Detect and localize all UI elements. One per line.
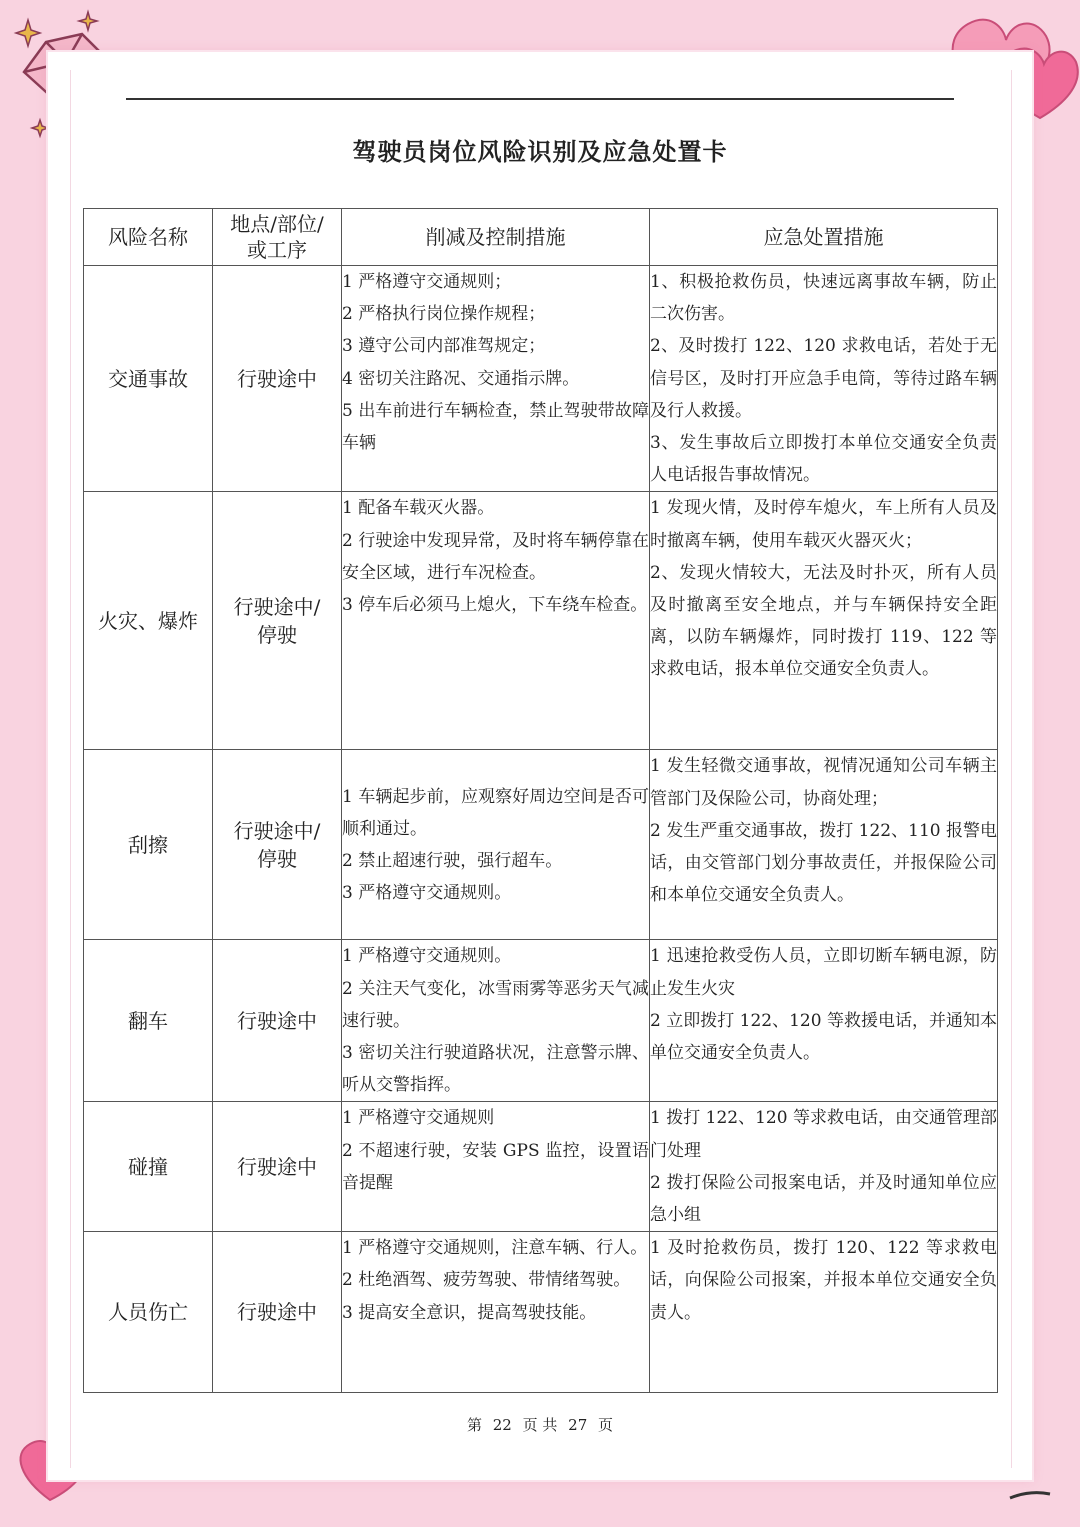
page-number-prefix: 第 <box>466 1416 482 1434</box>
emergency-measures <box>650 1102 998 1232</box>
table-row <box>84 1102 998 1232</box>
control-measures <box>342 492 650 750</box>
table-row <box>84 750 998 940</box>
control-item: 2 禁止超速行驶，强行超车。 <box>342 850 563 871</box>
control-item: 3 提高安全意识，提高驾驶技能。 <box>342 1302 597 1323</box>
control-item: 3 严格遵守交通规则。 <box>342 883 512 904</box>
risk-name: 人员伤亡 <box>84 1232 213 1393</box>
emergency-item: 1 及时抢救伤员，拨打 120、122 等求救电话，向保险公司报案，并报本单位交通安全负责人。 <box>650 1238 997 1323</box>
emergency-item: 1 迅速抢救受伤人员，立即切断车辆电源，防止发生火灾 <box>650 946 997 999</box>
control-item: 3 遵守公司内部准驾规定； <box>342 336 546 357</box>
risk-location-label: 行驶途中/停驶 <box>233 594 321 647</box>
page-number-current: 22 <box>492 1416 512 1434</box>
emergency-measures <box>650 750 998 940</box>
control-item: 2 不超速行驶，安装 GPS 监控，设置语音提醒 <box>342 1140 649 1193</box>
control-item: 1 严格遵守交通规则。 <box>342 946 512 967</box>
emergency-measures <box>650 492 998 750</box>
page-number-suffix: 页 <box>598 1416 614 1434</box>
risk-name: 交通事故 <box>84 266 213 492</box>
header-risk-name: 风险名称 <box>84 209 213 266</box>
page-number-middle: 页 共 <box>522 1416 558 1434</box>
control-measures <box>342 1232 650 1393</box>
table-row <box>84 940 998 1102</box>
header-rule <box>126 98 954 100</box>
header-control-measures: 削减及控制措施 <box>342 209 650 266</box>
risk-location: 行驶途中 <box>213 940 342 1102</box>
emergency-item: 3、发生事故后立即拨打本单位交通安全负责人电话报告事故情况。 <box>650 433 997 486</box>
risk-name: 火灾、爆炸 <box>84 492 213 750</box>
control-item: 1 配备车载灭火器。 <box>342 498 495 519</box>
emergency-item: 2、发现火情较大，无法及时扑灭，所有人员及时撤离至安全地点，并与车辆保持安全距离，以防车辆爆炸，同时拨打 119、122 等求救电话，报本单位交通安全负责人。 <box>650 562 997 680</box>
emergency-item: 2 发生严重交通事故，拨打 122、110 报警电话，由交管部门划分事故责任，并报保险公司和本单位交通安全负责人。 <box>650 820 997 906</box>
emergency-item: 1 发现火情，及时停车熄火，车上所有人员及时撤离车辆，使用车载灭火器灭火； <box>650 498 997 551</box>
emergency-item: 1 拨打 122、120 等求救电话，由交通管理部门处理 <box>650 1108 997 1161</box>
table-row <box>84 266 998 492</box>
control-item: 1 严格遵守交通规则 <box>342 1108 495 1129</box>
control-item: 5 出车前进行车辆检查，禁止驾驶带故障车辆 <box>342 400 649 454</box>
risk-location: 行驶途中 <box>213 1102 342 1232</box>
emergency-item: 1 发生轻微交通事故，视情况通知公司车辆主管部门及保险公司，协商处理； <box>650 756 997 809</box>
header-emergency-measures: 应急处置措施 <box>650 209 998 266</box>
risk-location <box>213 750 342 940</box>
control-measures <box>342 266 650 492</box>
control-measures <box>342 940 650 1102</box>
control-item: 4 密切关注路况、交通指示牌。 <box>342 368 580 389</box>
risk-location-label: 行驶途中/停驶 <box>233 818 321 871</box>
emergency-measures <box>650 1232 998 1393</box>
control-item: 2 关注天气变化，冰雪雨雾等恶劣天气减速行驶。 <box>342 978 649 1031</box>
emergency-item: 2 拨打保险公司报案电话，并及时通知单位应急小组 <box>650 1172 997 1226</box>
control-item: 1 车辆起步前，应观察好周边空间是否可顺利通过。 <box>342 786 649 839</box>
risk-location: 行驶途中 <box>213 1232 342 1393</box>
emergency-item: 2 立即拨打 122、120 等救援电话，并通知本单位交通安全负责人。 <box>650 1010 997 1064</box>
pen-stroke-icon <box>1010 1493 1050 1498</box>
emergency-measures <box>650 940 998 1102</box>
emergency-measures <box>650 266 998 492</box>
page-number-total: 27 <box>568 1416 588 1434</box>
page-number <box>0 1414 1080 1435</box>
risk-name: 刮擦 <box>84 750 213 940</box>
control-item: 2 严格执行岗位操作规程； <box>342 304 546 325</box>
table-row <box>84 1232 998 1393</box>
risk-name: 翻车 <box>84 940 213 1102</box>
control-item: 2 杜绝酒驾、疲劳驾驶、带情绪驾驶。 <box>342 1270 631 1291</box>
control-measures <box>342 1102 650 1232</box>
control-item: 3 停车后必须马上熄火，下车绕车检查。 <box>342 595 648 616</box>
risk-location <box>213 492 342 750</box>
control-item: 1 严格遵守交通规则； <box>342 272 512 292</box>
control-item: 1 严格遵守交通规则，注意车辆、行人。 <box>342 1238 648 1259</box>
control-measures <box>342 750 650 940</box>
risk-name: 碰撞 <box>84 1102 213 1232</box>
header-location <box>213 209 342 266</box>
page-title: 驾驶员岗位风险识别及应急处置卡 <box>352 138 728 166</box>
risk-card-table <box>83 208 998 1393</box>
control-item: 3 密切关注行驶道路状况，注意警示牌、听从交警指挥。 <box>342 1043 649 1096</box>
control-item: 2 行驶途中发现异常，及时将车辆停靠在安全区域，进行车况检查。 <box>342 530 649 583</box>
emergency-item: 2、及时拨打 122、120 求救电话，若处于无信号区，及时打开应急手电筒，等待过路车辆及行人救援。 <box>650 336 997 421</box>
table-header-row <box>84 209 998 266</box>
risk-location: 行驶途中 <box>213 266 342 492</box>
header-location-label: 地点/部位/或工序 <box>230 212 324 262</box>
emergency-item: 1、积极抢救伤员，快速远离事故车辆，防止二次伤害。 <box>650 272 997 325</box>
table-row <box>84 492 998 750</box>
